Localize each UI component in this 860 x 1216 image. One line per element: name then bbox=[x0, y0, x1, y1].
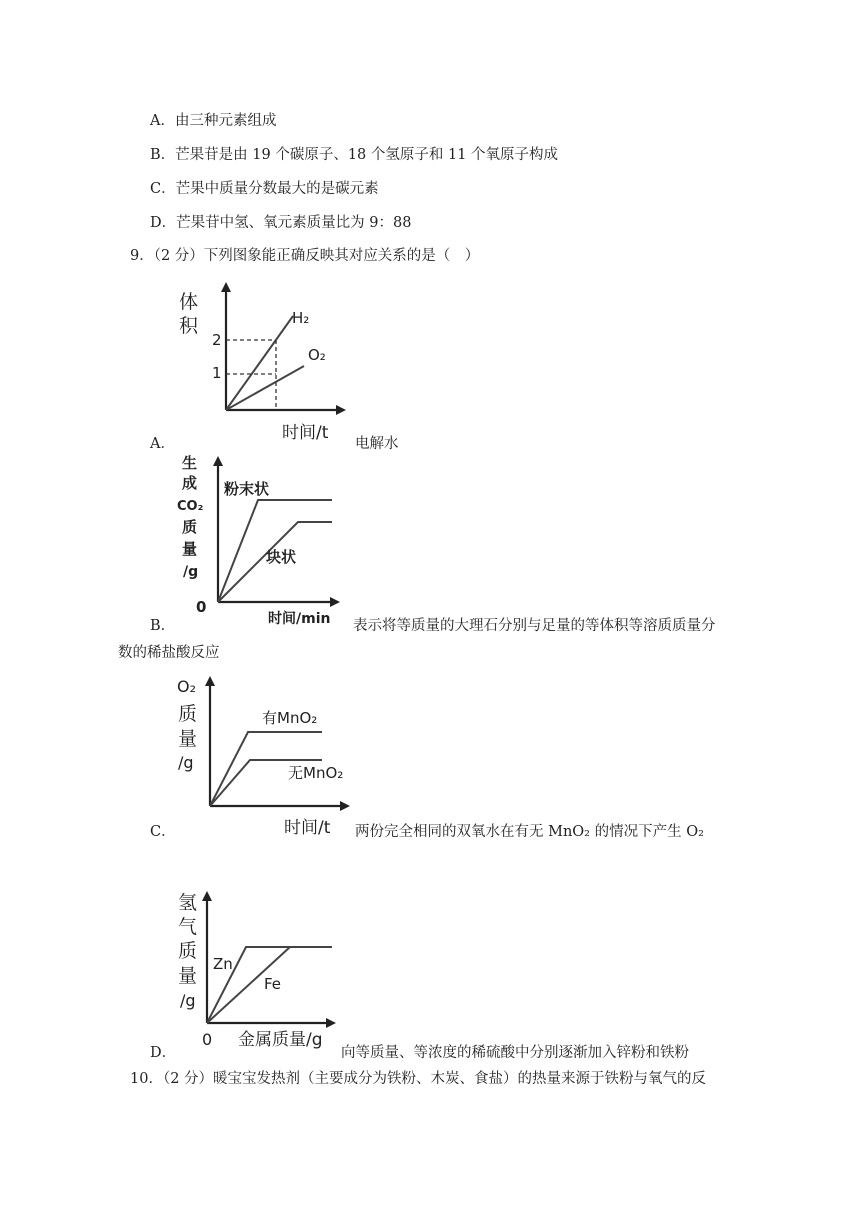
o2-line bbox=[226, 366, 304, 410]
q9-option-a-caption: 电解水 bbox=[355, 436, 399, 452]
x-label: 金属质量/g bbox=[238, 1030, 323, 1050]
q9-option-d-letter: D． bbox=[150, 1045, 177, 1061]
y-label-6: /g bbox=[183, 564, 199, 580]
y-label-1: O₂ bbox=[177, 677, 197, 696]
q9-option-d-caption: 向等质量、等浓度的稀硫酸中分别逐渐加入锌粉和铁粉 bbox=[341, 1045, 689, 1061]
o2-label: O₂ bbox=[308, 346, 326, 364]
y-label-4: 质 bbox=[182, 518, 198, 536]
origin: 0 bbox=[202, 1030, 213, 1049]
zn-label: Zn bbox=[213, 955, 233, 973]
y-axis-arrow bbox=[205, 676, 215, 686]
without-mno2-label: 无MnO₂ bbox=[288, 764, 344, 782]
q9-option-a-letter: A． bbox=[150, 436, 175, 452]
q8-option-a bbox=[150, 111, 276, 131]
x-axis-arrow bbox=[340, 801, 350, 811]
x-label: 时间/min bbox=[268, 611, 331, 627]
y-label-3: 质 bbox=[178, 940, 198, 962]
option-letter: C． bbox=[150, 181, 176, 197]
q9-option-b-caption-2: 数的稀盐酸反应 bbox=[118, 645, 220, 661]
y-label-1: 氢 bbox=[178, 892, 198, 914]
fe-label: Fe bbox=[264, 975, 282, 993]
option-letter: B． bbox=[150, 147, 176, 163]
q8-option-c bbox=[150, 179, 379, 199]
x-axis-arrow bbox=[330, 597, 340, 607]
option-letter: D． bbox=[150, 215, 177, 231]
y-label-3: 量 bbox=[178, 728, 198, 750]
y-label-3: CO₂ bbox=[177, 499, 204, 514]
option-text: 由三种元素组成 bbox=[174, 113, 277, 129]
tick-2: 2 bbox=[212, 331, 222, 349]
y-label-4: /g bbox=[178, 753, 194, 772]
tick-1: 1 bbox=[212, 364, 222, 382]
q8-option-d bbox=[150, 213, 411, 233]
y-label-5: /g bbox=[180, 991, 196, 1010]
x-label: 时间/t bbox=[284, 818, 331, 838]
origin: 0 bbox=[196, 598, 207, 616]
y-label-2: 成 bbox=[182, 474, 198, 492]
graph-c bbox=[172, 672, 362, 840]
y-label-2: 气 bbox=[178, 916, 198, 938]
option-text: 芒果苷是由 19 个碳原子、18 个氢原子和 11 个氧原子构成 bbox=[175, 147, 559, 163]
y-axis-arrow bbox=[202, 891, 212, 901]
y-label-2: 质 bbox=[178, 703, 198, 725]
y-label-2: 积 bbox=[179, 315, 199, 337]
option-text: 芒果苷中氢、氧元素质量比为 9：88 bbox=[176, 215, 412, 231]
option-letter: A． bbox=[150, 113, 175, 129]
q8-option-b bbox=[150, 145, 558, 165]
y-axis-arrow bbox=[213, 456, 223, 466]
h2-label: H₂ bbox=[292, 309, 310, 327]
q9-option-b-caption-1: 表示将等质量的大理石分别与足量的等体积等溶质质量分 bbox=[353, 618, 716, 634]
x-axis-arrow bbox=[336, 405, 346, 415]
q9-option-c-letter: C． bbox=[150, 824, 176, 840]
x-axis-arrow bbox=[326, 1018, 336, 1028]
y-axis-arrow bbox=[221, 282, 231, 292]
q9-option-b-letter: B． bbox=[150, 618, 176, 634]
q9-stem: 9．（2 分）下列图象能正确反映其对应关系的是（ ） bbox=[130, 248, 480, 264]
y-label-4: 量 bbox=[178, 965, 198, 987]
powder-label: 粉末状 bbox=[224, 480, 270, 498]
graph-a bbox=[170, 278, 360, 448]
option-text: 芒果中质量分数最大的是碳元素 bbox=[175, 181, 379, 197]
x-label: 时间/t bbox=[282, 423, 329, 443]
h2-line bbox=[226, 316, 293, 410]
graph-d bbox=[172, 887, 342, 1057]
graph-b bbox=[172, 452, 352, 627]
with-mno2-label: 有MnO₂ bbox=[262, 709, 318, 727]
lump-label: 块状 bbox=[266, 548, 297, 566]
y-label-5: 量 bbox=[182, 540, 198, 558]
q10-stem: 10．（2 分）暖宝宝发热剂（主要成分为铁粉、木炭、食盐）的热量来源于铁粉与氧气的反 bbox=[130, 1071, 707, 1087]
q9-option-c-caption: 两份完全相同的双氧水在有无 MnO₂ 的情况下产生 O₂ bbox=[355, 824, 704, 840]
y-label-1: 生 bbox=[182, 454, 198, 472]
y-label-1: 体 bbox=[179, 291, 199, 313]
